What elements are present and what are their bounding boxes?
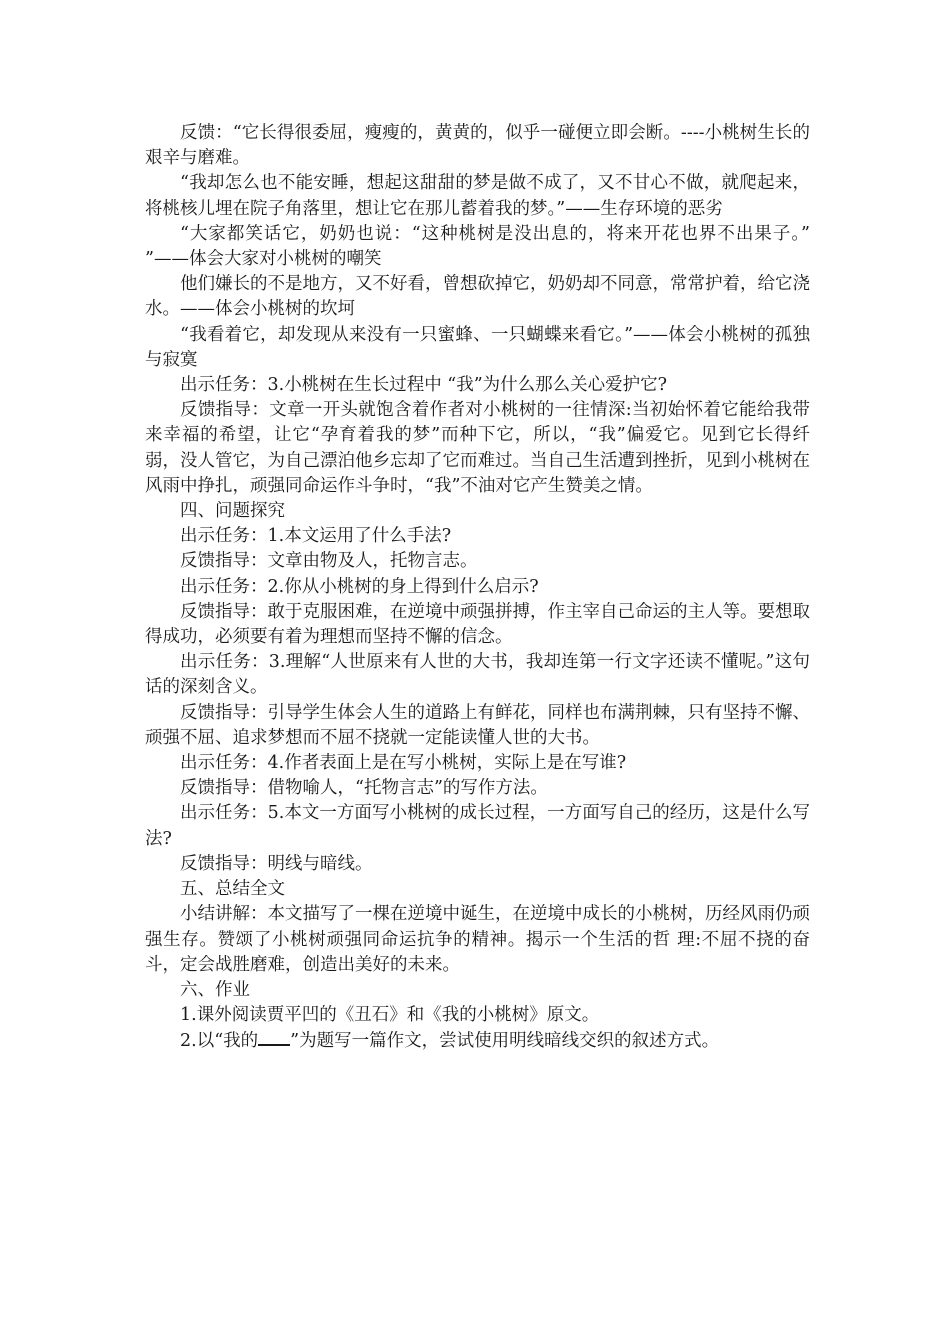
paragraph: “大家都笑话它，奶奶也说：“这种桃树是没出息的，将来开花也界不出果子。” ”——体会大家对小桃树的嘲笑 xyxy=(145,223,810,270)
task-line: 出示任务：3.小桃树在生长过程中 “我”为什么那么关心爱护它? xyxy=(180,375,668,396)
paragraph: 他们嫌长的不是地方，又不好看，曾想砍掉它，奶奶却不同意，常常护着，给它浇水。——体会小桃树的坎坷 xyxy=(145,274,810,320)
feedback-paragraph: 反馈指导：借物喻人，“托物言志”的写作方法。 xyxy=(180,778,548,799)
task-line: 出示任务：3.理解“人世原来有人世的大书，我却连第一行文字还读不懂呢。”这句话的深刻含义。 xyxy=(145,652,810,698)
fill-in-blank xyxy=(258,1028,290,1046)
homework-item xyxy=(145,1028,810,1054)
paragraph: 反馈：“它长得很委屈，瘦瘦的，黄黄的，似乎一碰便立即会断。----小桃树生长的艰辛与磨难。 xyxy=(145,123,810,169)
task-line: 出示任务：5.本文一方面写小桃树的成长过程，一方面写自己的经历，这是什么写法? xyxy=(145,803,810,849)
task-line: 出示任务：2.你从小桃树的身上得到什么启示? xyxy=(180,576,539,597)
homework-text-after: ”为题写一篇作文，尝试使用明线暗线交织的叙述方式。 xyxy=(290,1031,720,1052)
paragraph: “我却怎么也不能安睡，想起这甜甜的梦是做不成了，又不甘心不做，就爬起来，将桃核儿埋在院子角落里，想让它在那儿蓄着我的梦。”——生存环境的恶劣 xyxy=(145,173,810,219)
section-heading: 六、作业 xyxy=(180,979,250,1000)
feedback-paragraph: 反馈指导：敢于克服困难，在逆境中顽强拼搏，作主宰自己命运的主人等。要想取得成功，必须要有着为理想而坚持不懈的信念。 xyxy=(145,601,810,648)
section-heading: 五、总结全文 xyxy=(180,879,285,900)
feedback-paragraph: 反馈指导：明线与暗线。 xyxy=(180,853,373,874)
feedback-paragraph: 反馈指导：引导学生体会人生的道路上有鲜花，同样也布满荆棘，只有坚持不懈、顽强不屈、追求梦想而不屈不挠就一定能读懂人世的大书。 xyxy=(145,702,810,748)
task-line: 出示任务：1.本文运用了什么手法? xyxy=(180,526,452,547)
feedback-paragraph: 反馈指导：文章由物及人，托物言志。 xyxy=(180,551,478,572)
document-body xyxy=(145,121,810,1055)
feedback-paragraph: 反馈指导：文章一开头就饱含着作者对小桃树的一往情深:当初始怀着它能给我带来幸福的希望，让它“孕育着我的梦”而种下它，所以，“我”偏爱它。见到它长得纤弱，没人管它，为自己漂泊他乡忘却了它而难过。当自己生活遭到挫折，见到小桃树在风雨中挣扎，顽强同命运作斗争时，“我”不油对它产生赞美之情。 xyxy=(145,400,810,496)
summary-paragraph: 小结讲解：本文描写了一棵在逆境中诞生，在逆境中成长的小桃树，历经风雨仍顽强生存。赞颂了小桃树顽强同命运抗争的精神。揭示一个生活的哲 理:不屈不挠的奋斗，定会战胜磨难，创造出美好的未来。 xyxy=(145,904,810,975)
homework-item: 1.课外阅读贾平凹的《丑石》和《我的小桃树》原文。 xyxy=(180,1005,600,1026)
section-heading: 四、问题探究 xyxy=(180,501,285,522)
task-line: 出示任务：4.作者表面上是在写小桃树，实际上是在写谁? xyxy=(180,753,627,774)
homework-text-before: 2.以“我的 xyxy=(180,1031,259,1052)
paragraph: “我看着它，却发现从来没有一只蜜蜂、一只蝴蝶来看它。”——体会小桃树的孤独与寂寞 xyxy=(145,324,810,370)
